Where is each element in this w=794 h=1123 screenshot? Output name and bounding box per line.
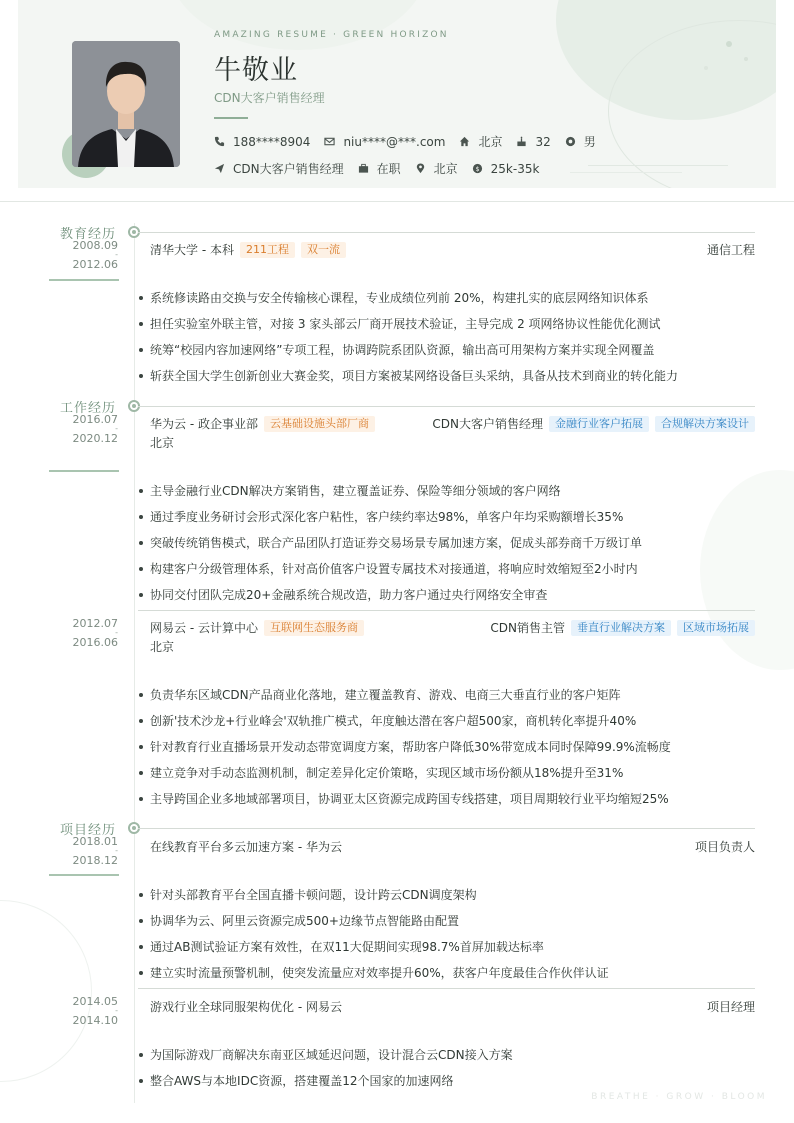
entry-date: 2008.09 - 2012.06 [72,239,118,271]
company-name: 华为云 - 政企事业部 [150,417,258,431]
entry-date: 2014.05 - 2014.10 [72,995,118,1027]
entry-top-line [138,232,755,233]
phone-icon [214,136,225,147]
section-underline [49,874,119,876]
section-title-work: 工作经历 [60,401,117,416]
role-tag: 合规解决方案设计 [655,416,755,432]
project-bullets [138,1042,513,1094]
decor-dot [704,66,708,70]
work-bullets [138,682,671,812]
entry-top-line [138,610,755,611]
work-entry-header [150,415,755,432]
school-name: 清华大学 - 本科 [150,243,234,257]
info-email [324,135,445,149]
accent-line [214,117,248,119]
major-name: 通信工程 [706,243,755,257]
list-item: 主导金融行业CDN解决方案销售，建立覆盖证券、保险等细分领域的客户网络 [138,478,642,504]
candidate-name: 牛敬业 [214,55,298,86]
resume-tagline: AMAZING RESUME · GREEN HORIZON [214,30,449,40]
send-icon [214,163,225,174]
salary-text: 25k-35k [490,161,540,176]
project-bullets [138,882,609,986]
cake-icon [516,136,527,147]
info-gender [565,133,596,150]
info-target-job [214,160,344,177]
company-name: 网易云 - 云计算中心 [150,621,258,635]
decor-line [570,172,682,173]
list-item: 斩获全国大学生创新创业大赛金奖，项目方案被某网络设备巨头采纳，具备从技术到商业的转化能力 [138,363,678,389]
list-item: 针对头部教育平台全国直播卡顿问题，设计跨云CDN调度架构 [138,882,609,908]
list-item: 担任实验室外联主管，对接 3 家头部云厂商开展技术验证，主导完成 2 项网络协议性能优化测试 [138,311,678,337]
gender-text: 男 [583,135,596,149]
location-icon [415,163,426,174]
education-bullets [138,285,678,389]
decor-blob [168,0,428,50]
entry-top-line [138,828,755,829]
list-item: 通过季度业务研讨会形式深化客户粘性，客户续约率达98%，单客户年均采购额增长35% [138,504,642,530]
salary-icon [472,163,483,174]
entry-date: 2016.07 - 2020.12 [72,413,118,445]
list-item: 为国际游戏厂商解决东南亚区域延迟问题，设计混合云CDN接入方案 [138,1042,513,1068]
project-name: 游戏行业全球同服架构优化 - 网易云 [150,1000,342,1014]
phone-text: 188****8904 [233,134,311,149]
role-tag: 垂直行业解决方案 [571,620,671,636]
section-title-education: 教育经历 [60,227,117,242]
location-text: 北京 [433,162,458,176]
role-tag: 金融行业客户拓展 [549,416,649,432]
info-phone [214,135,310,149]
project-entry-header [150,998,755,1015]
gender-icon [565,136,576,147]
education-tag: 211工程 [240,242,295,258]
list-item: 统筹“校园内容加速网络”专项工程，协调跨院系团队资源，输出高可用架构方案并实现全网覆盖 [138,337,678,363]
info-home [459,133,502,150]
company-tag: 互联网生态服务商 [264,620,364,636]
contact-info-row [214,133,610,150]
project-entry-header [150,838,755,855]
education-tag: 双一流 [301,242,346,258]
list-item: 通过AB测试验证方案有效性，在双11大促期间实现98.7%首屏加载达标率 [138,934,609,960]
list-item: 构建客户分级管理体系，针对高价值客户设置专属技术对接通道，将响应时效缩短至2小时内 [138,556,642,582]
list-item: 负责华东区域CDN产品商业化落地，建立覆盖教育、游戏、电商三大垂直行业的客户矩阵 [138,682,671,708]
role-name: CDN销售主管 [490,621,565,635]
profile-photo [72,41,180,167]
status-text: 在职 [376,162,401,176]
list-item: 建立实时流量预警机制，使突发流量应对效率提升60%，获客户年度最佳合作伙伴认证 [138,960,609,986]
education-entry-header [150,241,755,258]
info-age [516,135,550,149]
section-underline [49,470,119,472]
decor-dot [726,41,732,47]
briefcase-icon [358,163,369,174]
background-circle [0,900,92,1082]
info-status [358,160,401,177]
role-name: CDN大客户销售经理 [432,417,543,431]
job-title: CDN大客户销售经理 [214,91,325,105]
company-tag: 云基础设施头部厂商 [264,416,375,432]
project-role: 项目负责人 [694,840,755,854]
home-icon [459,136,470,147]
list-item: 突破传统销售模式，联合产品团队打造证券交易场景专属加速方案，促成头部券商千万级订单 [138,530,642,556]
decor-line [588,165,728,166]
target-job-text: CDN大客户销售经理 [233,162,344,176]
list-item: 协调华为云、阿里云资源完成500+边缘节点智能路由配置 [138,908,609,934]
list-item: 建立竞争对手动态监测机制，制定差异化定价策略，实现区域市场份额从18%提升至31% [138,760,671,786]
list-item: 创新'技术沙龙+行业峰会'双轨推广模式，年度触达潜在客户超500家，商机转化率提升40% [138,708,671,734]
work-city: 北京 [150,640,175,654]
entry-top-line [138,406,755,407]
svg-text:$: $ [475,164,480,173]
age-text: 32 [535,134,551,149]
list-item: 针对教育行业直播场景开发动态带宽调度方案，帮助客户降低30%带宽成本同时保障99.9%流畅度 [138,734,671,760]
email-text: niu****@***.com [343,134,446,149]
footer-motto: BREATHE · GROW · BLOOM [591,1092,767,1102]
mail-icon [324,136,335,147]
entry-top-line [138,988,755,989]
work-bullets [138,478,642,608]
info-location [415,160,458,177]
header-divider [0,201,794,202]
list-item: 协同交付团队完成20+金融系统合规改造，助力客户通过央行网络安全审查 [138,582,642,608]
list-item: 系统修读路由交换与安全传输核心课程，专业成绩位列前 20%，构建扎实的底层网络知识体系 [138,285,678,311]
project-role: 项目经理 [706,1000,755,1014]
section-underline [49,279,119,281]
entry-date: 2018.01 - 2018.12 [72,835,118,867]
section-title-projects: 项目经历 [60,823,117,838]
info-salary [472,162,540,176]
list-item: 整合AWS与本地IDC资源，搭建覆盖12个国家的加速网络 [138,1068,513,1094]
entry-date: 2012.07 - 2016.06 [72,617,118,649]
job-info-row [214,160,553,177]
role-tag: 区域市场拓展 [677,620,755,636]
work-entry-header [150,619,755,636]
project-name: 在线教育平台多云加速方案 - 华为云 [150,840,342,854]
list-item: 主导跨国企业多地域部署项目，协调亚太区资源完成跨国专线搭建，项目周期较行业平均缩短25% [138,786,671,812]
work-city: 北京 [150,436,175,450]
hometown-text: 北京 [478,135,503,149]
background-glow [700,470,794,670]
decor-dot [744,57,748,61]
timeline-line [134,223,135,1103]
